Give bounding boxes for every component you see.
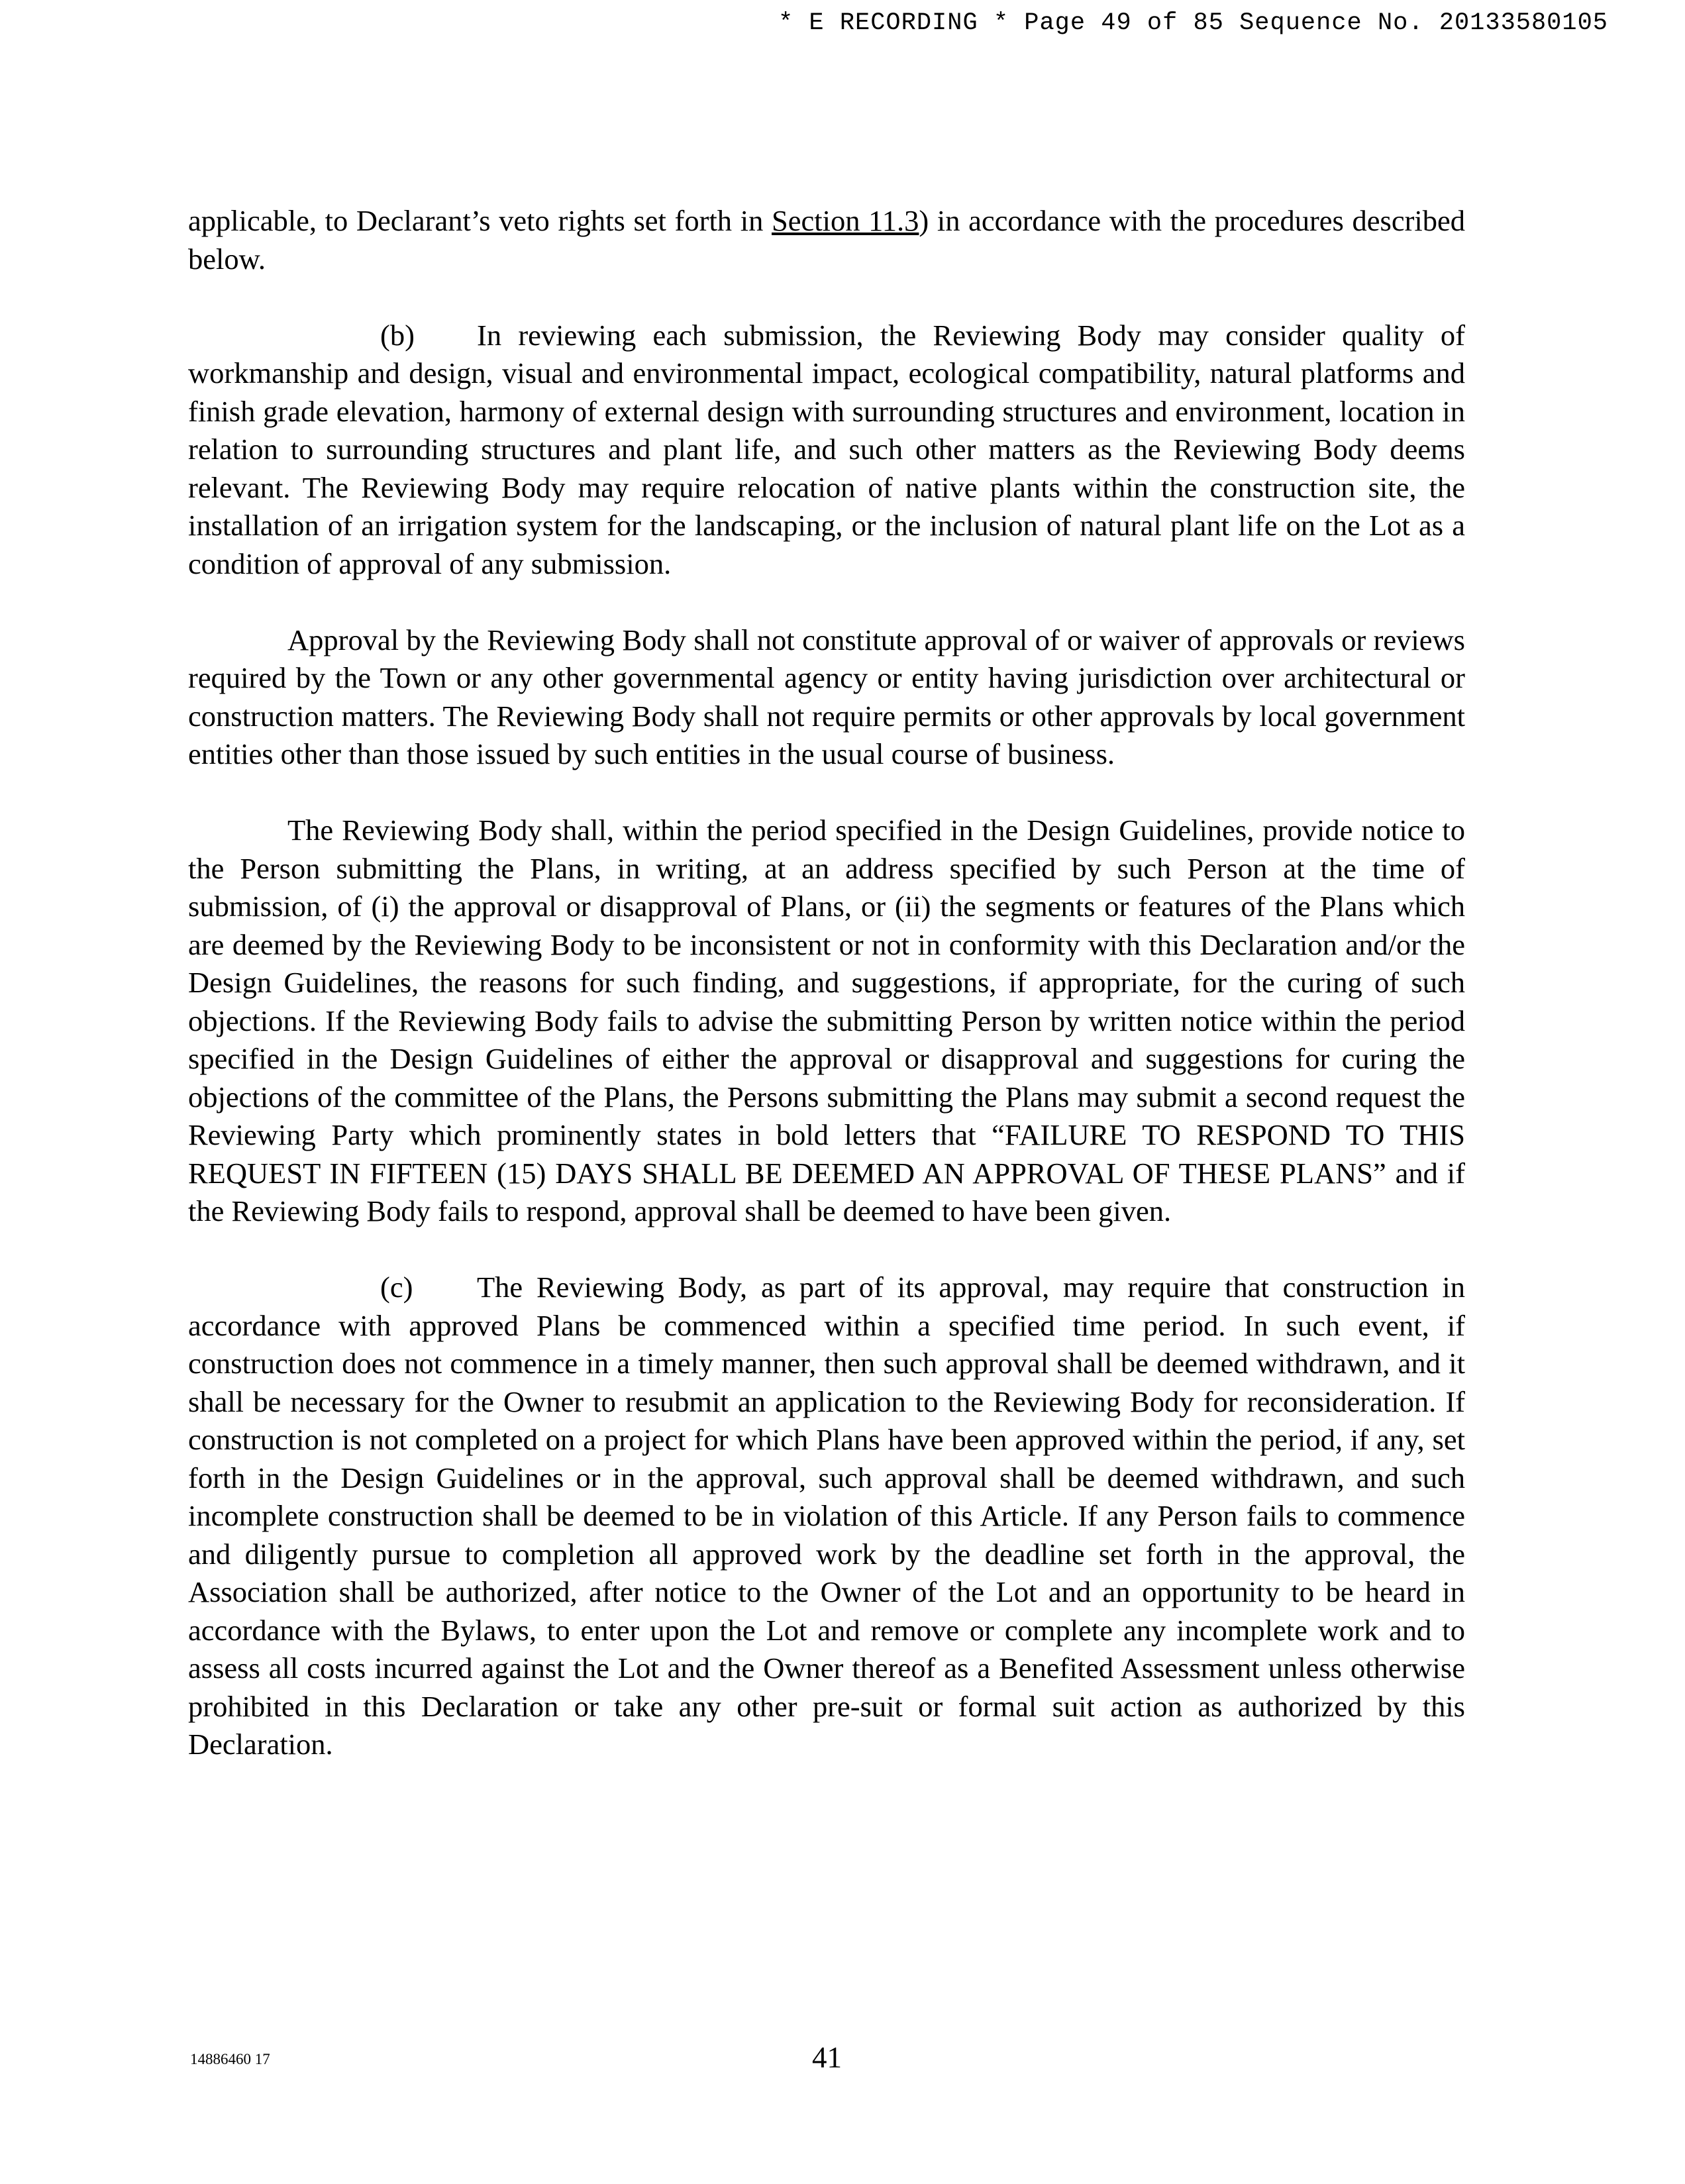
paragraph-procedures-continuation [188, 202, 1465, 278]
page-number: 41 [812, 2041, 842, 2074]
subsection-label-c: (c) [380, 1271, 413, 1304]
document-body [188, 202, 1465, 1764]
paragraph-notice-of-decision: The Reviewing Body shall, within the period specified in the Design Guidelines, provide notice to the Person submitting the Plans, in writing, at an address specified by such Person at the time of submission, of (i) the approval or disapproval of Plans, or (ii) the segments or features of the Plans which are deemed by the Reviewing Body to be inconsistent or not in conformity with this Declaration and/or the Design Guidelines, the reasons for such finding, and suggestions, if appropriate, for the curing of such objections. If the Reviewing Body fails to advise the submitting Person by written notice within the period specified in the Design Guidelines of either the approval or disapproval and suggestions for curing the objections of the committee of the Plans, the Persons submitting the Plans may submit a second request the Reviewing Party which prominently states in bold letters that “FAILURE TO RESPOND TO THIS REQUEST IN FIFTEEN (15) DAYS SHALL BE DEEMED AN APPROVAL OF THESE PLANS” and if the Reviewing Body fails to respond, approval shall be deemed to have been given. [188, 813, 1465, 1227]
paragraph-text: In reviewing each submission, the Reviewing Body may consider quality of workmanship and design, visual and environmental impact, ecological compatibility, natural platforms and finish grade elevation, harmony of external design with surrounding structures and environment, location in relation to surrounding structures and plant life, and such other matters as the Reviewing Body deems relevant. The Reviewing Body may require relocation of native plants within the construction site, the installation of an irrigation system for the landscaping, or the inclusion of natural plant life on the Lot as a condition of approval of any submission. [188, 318, 1465, 580]
paragraph-b-review-criteria [188, 317, 1465, 584]
document-id: 14886460 17 [190, 2051, 270, 2067]
recording-header: * E RECORDING * Page 49 of 85 Sequence No. 20133580105 [778, 9, 1608, 37]
paragraph-text: The Reviewing Body, as part of its approval, may require that construction in accordance with approved Plans be commenced within a specified time period. In such event, if construction does not commence in a timely manner, then such approval shall be deemed withdrawn, and it shall be necessary for the Owner to resubmit an application to the Reviewing Body for reconsideration. If construction is not completed on a project for which Plans have been approved within the period, if any, set forth in the Design Guidelines or in the approval, such approval shall be deemed withdrawn, and such incomplete construction shall be deemed to be in violation of this Article. If any Person fails to commence and diligently pursue to completion all approved work by the deadline set forth in the approval, the Association shall be authorized, after notice to the Owner of the Lot and an opportunity to be heard in accordance with the Bylaws, to enter upon the Lot and remove or complete any incomplete work and to assess all costs incurred against the Lot and the Owner thereof as a Benefited Assessment unless otherwise prohibited in this Declaration or take any other pre-suit or formal suit action as authorized by this Declaration. [188, 1271, 1465, 1761]
subsection-label-b: (b) [380, 318, 415, 352]
paragraph-c-construction-timing [188, 1269, 1465, 1764]
paragraph-approval-limitations: Approval by the Reviewing Body shall not constitute approval of or waiver of approvals or reviews required by the Town or any other governmental agency or entity having jurisdiction over architectural or construction matters. The Reviewing Body shall not require permits or other approvals by local government entities other than those issued by such entities in the usual course of business. [188, 623, 1465, 770]
paragraph-text: ) in accordance with the procedures described below. [188, 204, 1466, 276]
paragraph-text: applicable, to Declarant’s veto rights set forth in [188, 204, 772, 237]
section-reference-link: Section 11.3 [772, 204, 919, 237]
